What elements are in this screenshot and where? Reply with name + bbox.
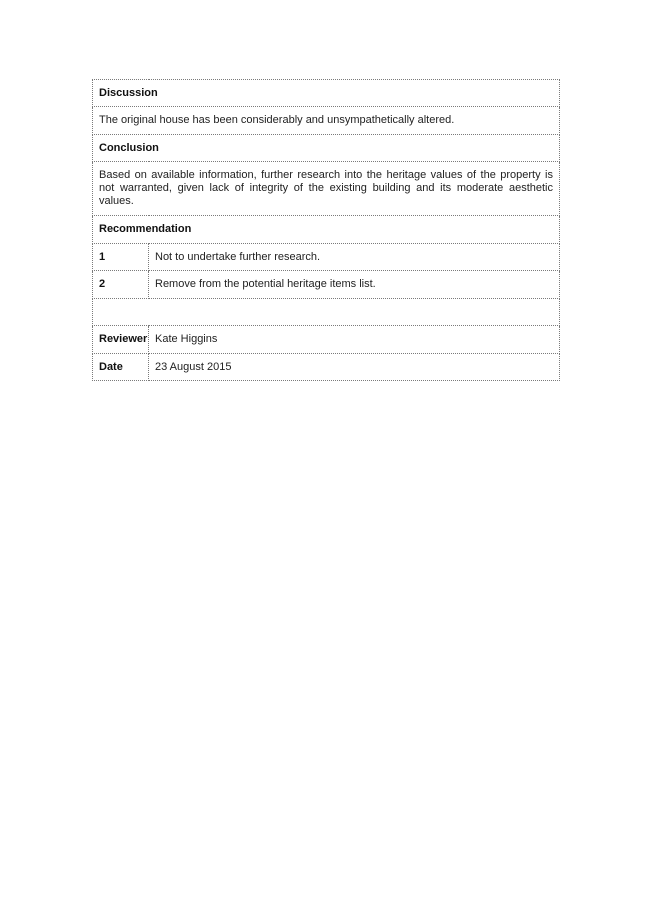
- reviewer-row: [93, 326, 560, 354]
- conclusion-heading-row: [93, 135, 560, 162]
- discussion-text-row: [93, 107, 560, 135]
- conclusion-text: Based on available information, further research into the heritage values of the property is not warranted, given lack of integrity of the existing building and its moderate aesthetic values.: [93, 162, 560, 216]
- recommendation-text: Remove from the potential heritage items list.: [149, 271, 560, 299]
- discussion-text: The original house has been considerably and unsympathetically altered.: [93, 107, 560, 135]
- recommendation-row: [93, 271, 560, 299]
- discussion-heading-row: [93, 80, 560, 107]
- recommendation-number: 1: [93, 244, 149, 271]
- recommendation-text: Not to undertake further research.: [149, 244, 560, 271]
- spacer-row: [93, 299, 560, 326]
- date-value: 23 August 2015: [149, 354, 560, 381]
- assessment-table: [92, 79, 560, 381]
- recommendation-heading-row: [93, 216, 560, 244]
- date-row: [93, 354, 560, 381]
- spacer-cell: [93, 299, 560, 326]
- recommendation-heading: Recommendation: [93, 216, 560, 244]
- conclusion-heading: Conclusion: [93, 135, 560, 162]
- conclusion-text-row: [93, 162, 560, 216]
- reviewer-value: Kate Higgins: [149, 326, 560, 354]
- recommendation-number: 2: [93, 271, 149, 299]
- date-label: Date: [93, 354, 149, 381]
- discussion-heading: Discussion: [93, 80, 560, 107]
- recommendation-row: [93, 244, 560, 271]
- reviewer-label: Reviewer: [93, 326, 149, 354]
